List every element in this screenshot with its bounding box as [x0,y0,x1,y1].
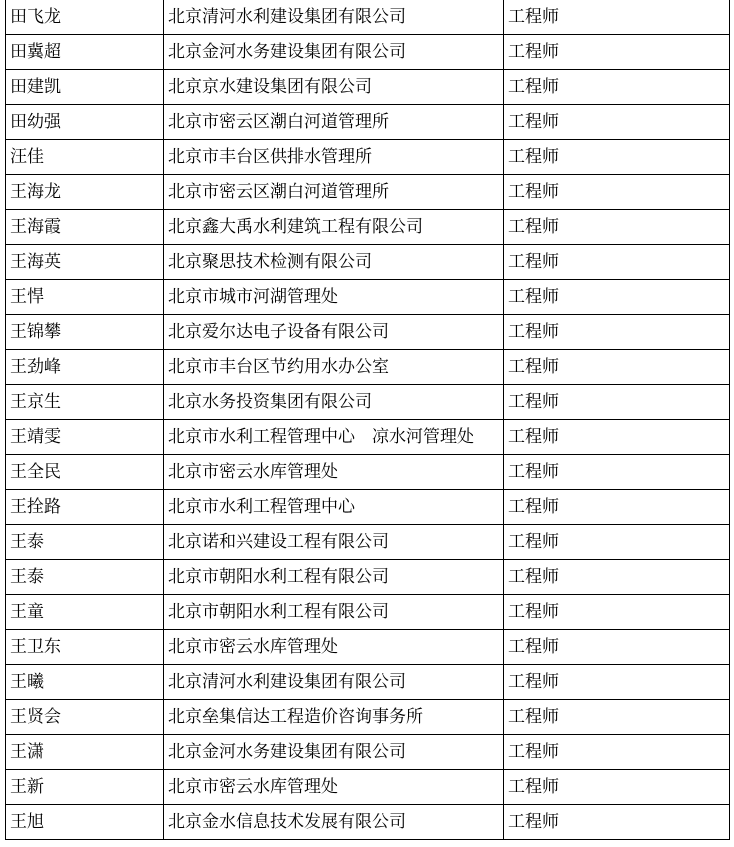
table-row [6,0,730,35]
job-title-cell: 工程师 [504,0,730,35]
name-cell: 王海英 [6,245,164,280]
organization-cell: 北京金水信息技术发展有限公司 [164,805,504,840]
table-row [6,770,730,805]
organization-cell: 北京市水利工程管理中心 [164,490,504,525]
name-cell: 汪佳 [6,140,164,175]
personnel-table [5,0,730,840]
organization-cell: 北京爱尔达电子设备有限公司 [164,315,504,350]
organization-cell: 北京诺和兴建设工程有限公司 [164,525,504,560]
name-cell: 王海龙 [6,175,164,210]
job-title-cell: 工程师 [504,420,730,455]
job-title-cell: 工程师 [504,385,730,420]
name-cell: 王泰 [6,560,164,595]
name-cell: 王靖雯 [6,420,164,455]
organization-cell: 北京市朝阳水利工程有限公司 [164,560,504,595]
table-row [6,700,730,735]
organization-cell: 北京金河水务建设集团有限公司 [164,35,504,70]
name-cell: 王卫东 [6,630,164,665]
table-row [6,140,730,175]
table-row [6,735,730,770]
job-title-cell: 工程师 [504,280,730,315]
job-title-cell: 工程师 [504,665,730,700]
organization-cell: 北京市丰台区供排水管理所 [164,140,504,175]
organization-cell: 北京鑫大禹水利建筑工程有限公司 [164,210,504,245]
organization-cell: 北京水务投资集团有限公司 [164,385,504,420]
job-title-cell: 工程师 [504,525,730,560]
job-title-cell: 工程师 [504,630,730,665]
name-cell: 王童 [6,595,164,630]
job-title-cell: 工程师 [504,315,730,350]
job-title-cell: 工程师 [504,735,730,770]
table-row [6,105,730,140]
table-row [6,70,730,105]
name-cell: 王京生 [6,385,164,420]
table-row [6,210,730,245]
organization-cell: 北京金河水务建设集团有限公司 [164,735,504,770]
name-cell: 田幼强 [6,105,164,140]
job-title-cell: 工程师 [504,805,730,840]
table-row [6,490,730,525]
organization-cell: 北京清河水利建设集团有限公司 [164,0,504,35]
job-title-cell: 工程师 [504,350,730,385]
name-cell: 田冀超 [6,35,164,70]
name-cell: 王曦 [6,665,164,700]
name-cell: 王潇 [6,735,164,770]
table-row [6,420,730,455]
table-body [6,0,730,840]
organization-cell: 北京市密云区潮白河道管理所 [164,175,504,210]
job-title-cell: 工程师 [504,35,730,70]
job-title-cell: 工程师 [504,595,730,630]
organization-cell: 北京市密云区潮白河道管理所 [164,105,504,140]
table-row [6,805,730,840]
name-cell: 田建凯 [6,70,164,105]
name-cell: 王锦攀 [6,315,164,350]
job-title-cell: 工程师 [504,245,730,280]
job-title-cell: 工程师 [504,490,730,525]
name-cell: 王拴路 [6,490,164,525]
organization-cell: 北京市水利工程管理中心 凉水河管理处 [164,420,504,455]
table-row [6,385,730,420]
job-title-cell: 工程师 [504,210,730,245]
table-row [6,175,730,210]
organization-cell: 北京市朝阳水利工程有限公司 [164,595,504,630]
name-cell: 王新 [6,770,164,805]
organization-cell: 北京市丰台区节约用水办公室 [164,350,504,385]
table-row [6,595,730,630]
job-title-cell: 工程师 [504,175,730,210]
name-cell: 王贤会 [6,700,164,735]
table-row [6,630,730,665]
table-row [6,455,730,490]
name-cell: 王悍 [6,280,164,315]
job-title-cell: 工程师 [504,105,730,140]
organization-cell: 北京京水建设集团有限公司 [164,70,504,105]
organization-cell: 北京垒集信达工程造价咨询事务所 [164,700,504,735]
table-row [6,665,730,700]
name-cell: 王海霞 [6,210,164,245]
name-cell: 王劲峰 [6,350,164,385]
table-row [6,315,730,350]
name-cell: 王泰 [6,525,164,560]
job-title-cell: 工程师 [504,560,730,595]
job-title-cell: 工程师 [504,70,730,105]
job-title-cell: 工程师 [504,455,730,490]
organization-cell: 北京清河水利建设集团有限公司 [164,665,504,700]
organization-cell: 北京市密云水库管理处 [164,455,504,490]
name-cell: 王旭 [6,805,164,840]
organization-cell: 北京市密云水库管理处 [164,770,504,805]
name-cell: 田飞龙 [6,0,164,35]
table-row [6,350,730,385]
organization-cell: 北京市密云水库管理处 [164,630,504,665]
job-title-cell: 工程师 [504,700,730,735]
job-title-cell: 工程师 [504,140,730,175]
table-row [6,560,730,595]
name-cell: 王全民 [6,455,164,490]
table-row [6,280,730,315]
organization-cell: 北京聚思技术检测有限公司 [164,245,504,280]
table-row [6,35,730,70]
table-row [6,525,730,560]
job-title-cell: 工程师 [504,770,730,805]
table-row [6,245,730,280]
organization-cell: 北京市城市河湖管理处 [164,280,504,315]
